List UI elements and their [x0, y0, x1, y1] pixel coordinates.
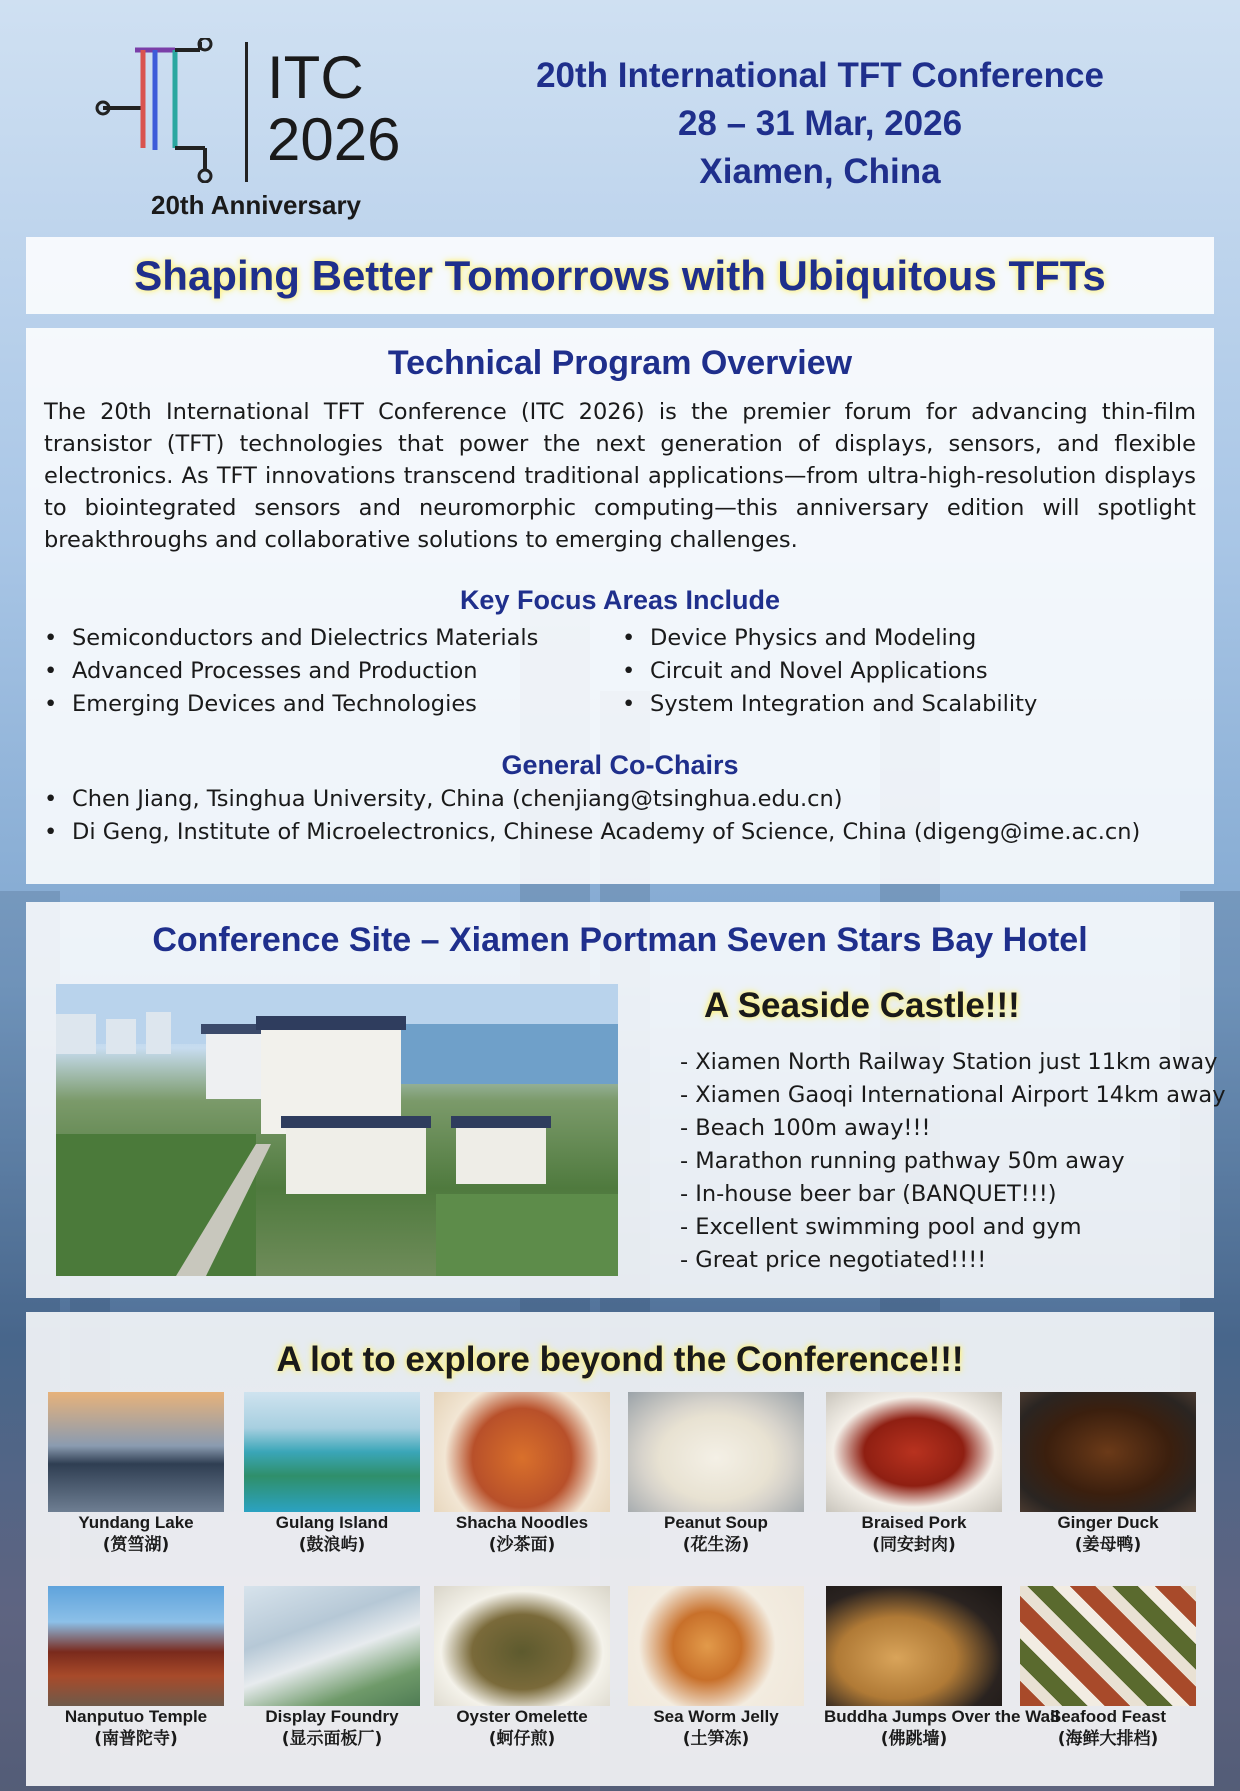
attraction-name-cn: (海鲜大排档): [1057, 1729, 1159, 1749]
hotel-photo: [56, 984, 618, 1276]
attraction-name-cn: (姜母鸭): [1074, 1535, 1142, 1555]
attraction-card: [242, 1392, 422, 1556]
list-item: • System Integration and Scalability: [620, 688, 1198, 721]
itc-logo: [95, 38, 425, 228]
braised-pork-photo: [826, 1392, 1002, 1512]
site-title: Conference Site – Xiamen Portman Seven Stars Bay Hotel: [152, 921, 1088, 959]
attraction-name-cn: (同安封肉): [872, 1535, 956, 1555]
list-item: • Chen Jiang, Tsinghua University, China (chenjiang@tsinghua.edu.cn): [42, 783, 1198, 816]
overview-title: Technical Program Overview: [387, 344, 853, 382]
attraction-name-cn: (蚵仔煎): [488, 1729, 556, 1749]
attraction-card: [626, 1586, 806, 1750]
attraction-name: Braised Pork: [861, 1513, 967, 1532]
cochairs-list: [42, 783, 1198, 849]
attraction-name: Nanputuo Temple: [64, 1707, 208, 1726]
hotel-castle-icon: [56, 984, 618, 1276]
attraction-name: Oyster Omelette: [456, 1707, 588, 1726]
attraction-name-cn: (筼筜湖): [102, 1535, 170, 1555]
attraction-card: [46, 1392, 226, 1556]
attraction-name-cn: (南普陀寺): [94, 1729, 178, 1749]
itc-logo-mark-icon: [95, 38, 225, 183]
attraction-name: Buddha Jumps Over the Wall: [824, 1707, 1060, 1726]
logo-itc-text: ITC: [267, 44, 364, 111]
attraction-name: Yundang Lake: [78, 1513, 194, 1532]
attraction-card: [824, 1586, 1060, 1750]
list-item: • Device Physics and Modeling: [620, 622, 1198, 655]
nanputuo-temple-photo: [48, 1586, 224, 1706]
attraction-card: [626, 1392, 806, 1556]
buddha-jumps-over-the-wall-photo: [826, 1586, 1002, 1706]
site-features-list: [680, 1046, 1240, 1277]
conference-title-block: [480, 52, 1160, 196]
peanut-soup-photo: [628, 1392, 804, 1512]
list-item: - Xiamen Gaoqi International Airport 14km away: [680, 1082, 1226, 1108]
list-item: • Circuit and Novel Applications: [620, 655, 1198, 688]
slogan-text: Shaping Better Tomorrows with Ubiquitous TFTs: [134, 251, 1106, 299]
attraction-card: [46, 1586, 226, 1750]
list-item: - Great price negotiated!!!!: [680, 1247, 987, 1273]
cochairs-title: General Co-Chairs: [501, 750, 739, 780]
attraction-name: Shacha Noodles: [455, 1513, 589, 1532]
explore-title: A lot to explore beyond the Conference!!!: [276, 1340, 964, 1379]
list-item: - Excellent swimming pool and gym: [680, 1214, 1082, 1240]
overview-section: [26, 328, 1214, 884]
display-foundry-photo: [244, 1586, 420, 1706]
site-tagline: A Seaside Castle!!!: [704, 986, 1020, 1025]
attraction-name: Ginger Duck: [1057, 1513, 1159, 1532]
attraction-name: Sea Worm Jelly: [653, 1707, 779, 1726]
ginger-duck-photo: [1020, 1392, 1196, 1512]
focus-areas-list: [42, 622, 1198, 721]
list-item: - Beach 100m away!!!: [680, 1115, 931, 1141]
attractions-grid: [26, 1392, 1214, 1782]
seafood-feast-photo: [1020, 1586, 1196, 1706]
sea-worm-jelly-photo: [628, 1586, 804, 1706]
attraction-name: Peanut Soup: [664, 1513, 768, 1532]
list-item: - Marathon running pathway 50m away: [680, 1148, 1125, 1174]
slogan-banner: [26, 237, 1214, 314]
header: [0, 0, 1240, 230]
attraction-name-cn: (佛跳墙): [880, 1729, 948, 1749]
attraction-card: [432, 1392, 612, 1556]
list-item: - In-house beer bar (BANQUET!!!): [680, 1181, 1057, 1207]
gulang-island-photo: [244, 1392, 420, 1512]
attraction-card: [432, 1586, 612, 1750]
attraction-card: [242, 1586, 422, 1750]
conference-location: Xiamen, China: [699, 152, 941, 191]
logo-year-text: 2026: [267, 106, 401, 173]
list-item: - Xiamen North Railway Station just 11km away: [680, 1049, 1218, 1075]
explore-section: [26, 1312, 1214, 1786]
attraction-name-cn: (土笋冻): [682, 1729, 750, 1749]
logo-anniversary-text: 20th Anniversary: [151, 190, 362, 220]
list-item: • Semiconductors and Dielectrics Materials: [42, 622, 620, 655]
oyster-omelette-photo: [434, 1586, 610, 1706]
conference-dates: 28 – 31 Mar, 2026: [677, 104, 963, 143]
overview-paragraph: The 20th International TFT Conference (ITC 2026) is the premier forum for advancing thin-film transistor (TFT) technologies that power the next generation of displays, sensors, and flexible electronics. As TFT innovations transcend traditional applications—from ultra-high-resolution displays to biointegrated sensors and neuromorphic computing—this anniversary edition will spotlight breakthroughs and collaborative solutions to emerging challenges.: [44, 399, 1196, 553]
focus-areas-title: Key Focus Areas Include: [459, 585, 781, 615]
attraction-name-cn: (沙茶面): [488, 1535, 556, 1555]
logo-divider: [245, 42, 248, 182]
attraction-name: Gulang Island: [275, 1513, 389, 1532]
attraction-name-cn: (鼓浪屿): [298, 1535, 366, 1555]
attraction-name: Display Foundry: [265, 1707, 399, 1726]
list-item: • Advanced Processes and Production: [42, 655, 620, 688]
shacha-noodles-photo: [434, 1392, 610, 1512]
attraction-card: [1018, 1586, 1198, 1750]
attraction-name: Seafood Feast: [1049, 1707, 1167, 1726]
attraction-card: [824, 1392, 1004, 1556]
list-item: • Di Geng, Institute of Microelectronics, Chinese Academy of Science, China (digeng@ime.ac.cn): [42, 816, 1198, 849]
attraction-name-cn: (显示面板厂): [281, 1729, 383, 1749]
attraction-card: [1018, 1392, 1198, 1556]
list-item: • Emerging Devices and Technologies: [42, 688, 620, 721]
conference-name: 20th International TFT Conference: [536, 56, 1104, 95]
yundang-lake-photo: [48, 1392, 224, 1512]
conference-site-section: [26, 902, 1226, 1298]
attraction-name-cn: (花生汤): [682, 1535, 750, 1555]
